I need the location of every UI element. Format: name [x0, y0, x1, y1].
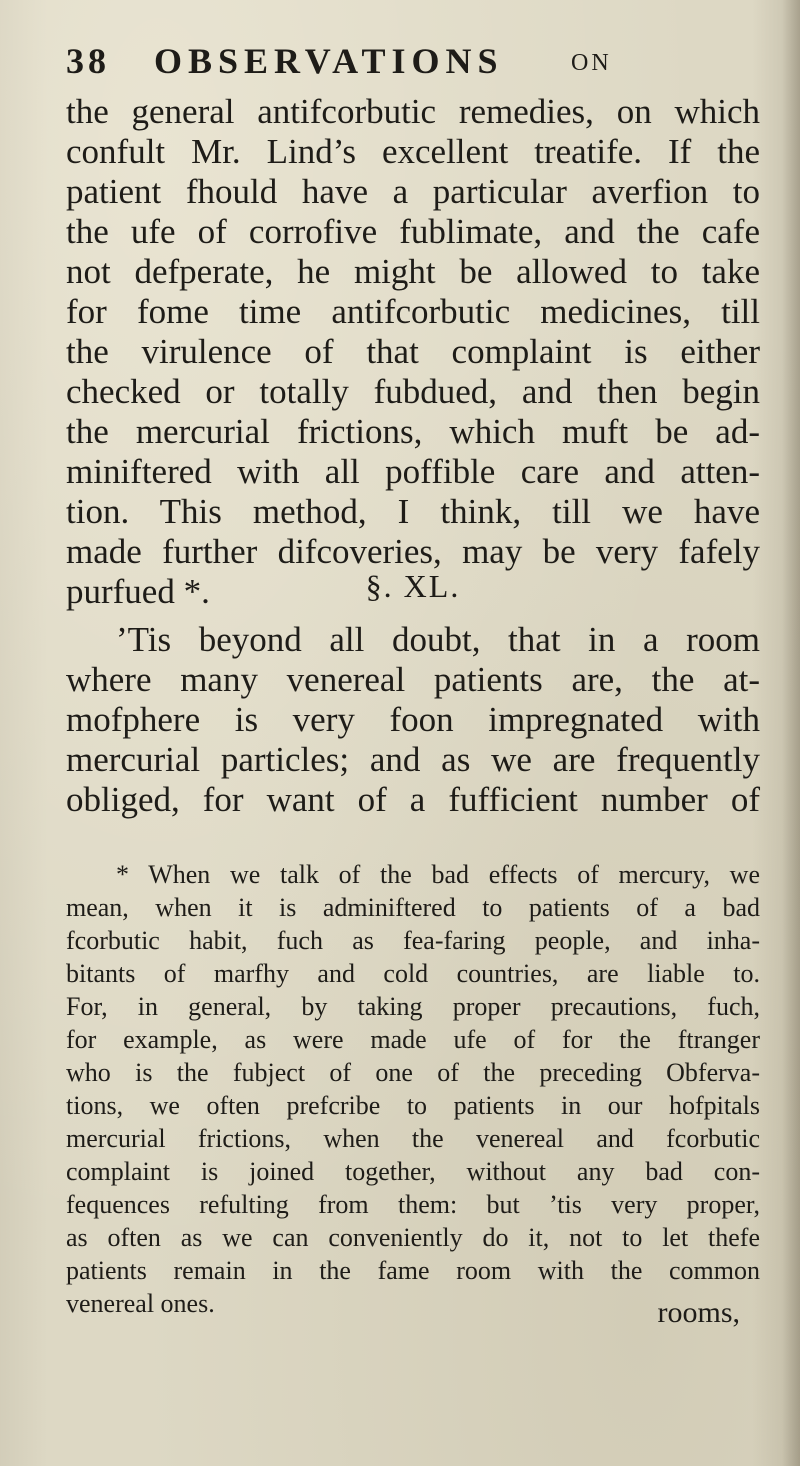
text-line: the mercurial frictions, which muft be ad- [66, 412, 760, 451]
catchword: rooms, [657, 1296, 740, 1329]
footnote-line: mean, when it is adminiftered to patients of a bad [66, 893, 760, 922]
running-title-on: ON [571, 50, 612, 76]
text-line: where many venereal patients are, the at- [66, 660, 760, 699]
footnote-line: bitants of marfhy and cold countries, are liable to. [66, 959, 760, 988]
footnote-line: mercurial frictions, when the venereal and fcorbutic [66, 1124, 760, 1153]
text-line: tion. This method, I think, till we have [66, 492, 760, 531]
section-heading: §. XL. [365, 568, 461, 604]
text-line: made further difcoveries, may be very fafely [66, 532, 760, 571]
footnote-line: tions, we often prefcribe to patients in our hofpitals [66, 1091, 760, 1120]
page-number: 38 [66, 41, 110, 81]
text-line: the virulence of that complaint is either [66, 332, 760, 371]
footnote [66, 858, 760, 1320]
footnote-line: who is the fubject of one of the preceding Obferva- [66, 1058, 760, 1087]
footnote-line: fequences refulting from them: but ’tis very proper, [66, 1190, 760, 1219]
text-line: the general antifcorbutic remedies, on which [66, 92, 760, 131]
text-line: not defperate, he might be allowed to take [66, 252, 760, 291]
second-paragraph [66, 620, 760, 820]
footnote-line: fcorbutic habit, fuch as fea-faring people, and inha- [66, 926, 760, 955]
footnote-line: * When we talk of the bad effects of mercury, we [116, 860, 760, 889]
text-line: obliged, for want of a fufficient number of [66, 780, 760, 819]
footnote-line: for example, as were made ufe of for the ftranger [66, 1025, 760, 1054]
text-line: ’Tis beyond all doubt, that in a room [116, 620, 760, 659]
text-line: miniftered with all poffible care and atten- [66, 452, 760, 491]
text-line: mofphere is very foon impregnated with [66, 700, 760, 739]
text-line: confult Mr. Lind’s excellent treatife. If the [66, 132, 760, 171]
footnote-line: as often as we can conveniently do it, not to let thefe [66, 1223, 760, 1252]
text-line: for fome time antifcorbutic medicines, till [66, 292, 760, 331]
text-line: the ufe of corrofive fublimate, and the cafe [66, 212, 760, 251]
footnote-line: For, in general, by taking proper precautions, fuch, [66, 992, 760, 1021]
running-header [66, 36, 706, 86]
running-title: OBSERVATIONS [154, 41, 504, 81]
text-line: mercurial particles; and as we are frequently [66, 740, 760, 779]
text-line: purfued *. [66, 572, 210, 611]
footnote-line: patients remain in the fame room with the common [66, 1256, 760, 1285]
footnote-line: complaint is joined together, without any bad con- [66, 1157, 760, 1186]
text-line: patient fhould have a particular averfion to [66, 172, 760, 211]
text-line: checked or totally fubdued, and then begin [66, 372, 760, 411]
page-edge-shadow [782, 0, 800, 1466]
footnote-line: venereal ones. [66, 1289, 215, 1318]
main-paragraph [66, 92, 760, 612]
